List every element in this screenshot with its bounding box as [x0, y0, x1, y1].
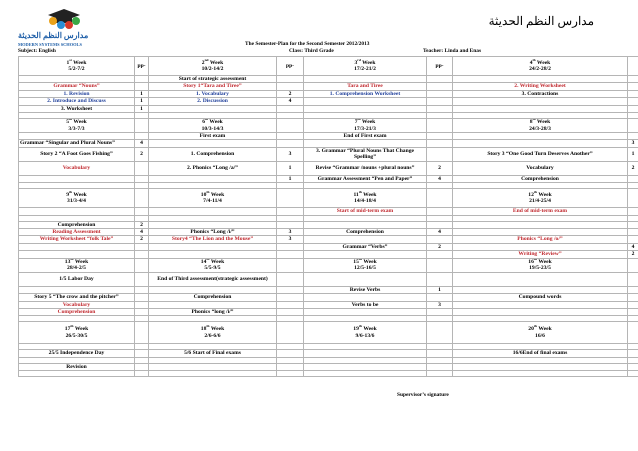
pp-cell: 3	[628, 140, 638, 147]
week-header-row	[19, 258, 638, 272]
pp-cell: 3	[427, 301, 453, 308]
pp-label: pp-	[427, 57, 453, 76]
supervisor-signature-label: Supervisor’s signature	[397, 392, 449, 398]
lesson-cell: Phonics “Long /i/”	[149, 229, 277, 236]
pp-cell: 1	[427, 286, 453, 293]
lesson-cell: Story4 “The Lion and the Mouse”	[149, 236, 277, 243]
lesson-cell: 1. Vocabulary	[149, 90, 277, 97]
week-cell: 13th Week 28/4-2/5	[19, 258, 135, 272]
event-cell: Start of strategic assessment	[149, 76, 277, 83]
week-cell: 3rd Week 17/2-21/2	[304, 57, 427, 76]
pp-cell: 1	[135, 90, 149, 97]
lesson-cell: 3. Contractions	[453, 90, 628, 97]
pp-cell: 1	[277, 175, 304, 182]
lesson-cell: Reading Assessment	[19, 229, 135, 236]
pp-cell: 2	[277, 90, 304, 97]
lesson-cell: Vocabulary	[453, 161, 628, 175]
pp-cell: 2	[135, 236, 149, 243]
event-cell: 5/6 Start of Final exams	[149, 350, 277, 357]
event-cell: End of mid-term exam	[453, 208, 628, 215]
lesson-cell: 2. Phonics “Long /a/”	[149, 161, 277, 175]
lesson-row	[19, 363, 638, 370]
week-cell: 20th Week 16/6	[453, 322, 628, 344]
week-cell: 5th Week 3/3-7/3	[19, 119, 135, 133]
pp-cell: 1	[277, 161, 304, 175]
event-cell: 25/5 Independence Day	[19, 350, 135, 357]
plan-title: The Semester-Plan for the Second Semester 2012/2013	[245, 41, 370, 47]
week-header-row	[19, 57, 638, 76]
pp-cell: 3	[277, 236, 304, 243]
pp-cell: 2	[628, 251, 638, 258]
lesson-cell: Compound words	[453, 294, 628, 301]
event-row	[19, 208, 638, 215]
lesson-cell: Story 3 “One Good Turn Deserves Another”	[453, 147, 628, 161]
week-cell: 12th Week 21/4-25/4	[453, 189, 628, 208]
school-logo	[14, 6, 124, 50]
lesson-cell: Revision	[19, 363, 135, 370]
lesson-row	[19, 221, 638, 228]
event-cell: 16/6End of final exams	[453, 350, 628, 357]
pp-cell: 3	[277, 229, 304, 236]
week-cell: 17th Week 26/5-30/5	[19, 322, 135, 344]
pp-cell	[628, 57, 638, 76]
week-cell: 16th Week 19/5-23/5	[453, 258, 628, 272]
spacer-row	[19, 371, 638, 377]
pp-cell: 2	[427, 243, 453, 250]
week-header-row	[19, 119, 638, 133]
week-cell: 15th Week 12/5-16/5	[304, 258, 427, 272]
pp-cell: 3	[277, 147, 304, 161]
lesson-cell: 1. Comprehension Worksheet	[304, 90, 427, 97]
lesson-cell: 3. Worksheet	[19, 105, 135, 112]
lesson-cell: Revise “Grammar /nouns +plural nouns”	[304, 161, 427, 175]
lesson-row	[19, 251, 638, 258]
event-row	[19, 272, 638, 286]
week-cell: 7th Week 17/3-21/3	[304, 119, 427, 133]
pp-cell: 2	[628, 161, 638, 175]
pp-cell	[628, 90, 638, 97]
lesson-cell: Writing “Review”	[453, 251, 628, 258]
lesson-cell: Comprehension	[149, 294, 277, 301]
event-cell: End of Third assessment(strategic assessment)	[149, 272, 277, 286]
week-cell: 8th Week 24/3-28/3	[453, 119, 628, 133]
lesson-row	[19, 90, 638, 97]
week-header-row	[19, 189, 638, 208]
pp-cell: 1	[135, 105, 149, 112]
lesson-cell: Story 1“Tara and Tiree”	[149, 83, 277, 90]
lesson-cell: Story 2 “A Foot Goes Fishing”	[19, 147, 135, 161]
lesson-cell: Phonics “Long /o/”	[453, 236, 628, 243]
class-label: Class: Third Grade	[289, 48, 334, 54]
lesson-cell: Vocabulary	[19, 161, 135, 175]
pp-label: pp-	[135, 57, 149, 76]
lesson-cell: Verbs to be	[304, 301, 427, 308]
lesson-cell: 2. Discussion	[149, 98, 277, 105]
pp-cell	[135, 83, 149, 90]
week-cell: 4th Week 24/2-28/2	[453, 57, 628, 76]
lesson-cell: 2. Writing Worksheet	[453, 83, 628, 90]
pp-cell: 4	[427, 229, 453, 236]
week-cell: 14th Week 5/5-9/5	[149, 258, 277, 272]
lesson-cell: Comprehension	[304, 229, 427, 236]
lesson-cell: Story 5 “The crow and the pitcher”	[19, 294, 135, 301]
lesson-row	[19, 147, 638, 161]
lesson-row	[19, 98, 638, 105]
lesson-row	[19, 301, 638, 308]
pp-cell: 1	[135, 98, 149, 105]
event-row	[19, 133, 638, 140]
lesson-row	[19, 105, 638, 112]
pp-cell: 2	[135, 221, 149, 228]
lesson-cell: Phonics “long /i/”	[149, 308, 277, 315]
school-name-arabic: مدارس النظم الحديثة	[488, 14, 594, 28]
logo-english-name: MODERN SYSTEMS SCHOOLS	[18, 42, 82, 47]
lesson-cell: Grammar Assessment “Pen and Paper”	[304, 175, 427, 182]
lesson-cell: 1. Comprehension	[149, 147, 277, 161]
lesson-cell: Comprehension	[19, 308, 135, 315]
pp-cell	[427, 83, 453, 90]
lesson-cell: Tara and Tiree	[304, 83, 427, 90]
lesson-row	[19, 243, 638, 250]
event-row	[19, 350, 638, 357]
event-row	[19, 76, 638, 83]
lesson-row	[19, 308, 638, 315]
lesson-cell: Grammar “Singular and Plural Nouns”	[19, 140, 135, 147]
semester-plan-table	[18, 56, 638, 377]
event-cell: End of First exam	[304, 133, 427, 140]
lesson-row	[19, 83, 638, 90]
week-cell: 2nd Week 10/2-14/2	[149, 57, 277, 76]
week-cell: 9th Week 31/3-4/4	[19, 189, 135, 208]
lesson-cell: Grammar “Nouns”	[19, 83, 135, 90]
event-cell: Start of mid-term exam	[304, 208, 427, 215]
lesson-row	[19, 294, 638, 301]
pp-label: pp-	[277, 57, 304, 76]
pp-cell: 2	[135, 147, 149, 161]
week-cell: 18th Week 2/6-6/6	[149, 322, 277, 344]
pp-cell: 4	[277, 98, 304, 105]
teacher-label: Teacher: Linda and Enas	[423, 48, 482, 54]
lesson-cell: Revise Verbs	[304, 286, 427, 293]
pp-cell: 4	[135, 140, 149, 147]
lesson-cell: Comprehension	[453, 175, 628, 182]
pp-cell	[277, 83, 304, 90]
week-cell: 11th Week 14/4-18/4	[304, 189, 427, 208]
pp-cell: 4	[628, 243, 638, 250]
lesson-cell: Comprehension	[19, 221, 135, 228]
pp-cell: 2	[427, 161, 453, 175]
pp-cell: 4	[427, 175, 453, 182]
week-cell: 19th Week 9/6-13/6	[304, 322, 427, 344]
lesson-cell: Writing Worksheet “folk Tale”	[19, 236, 135, 243]
lesson-row	[19, 161, 638, 175]
lesson-row	[19, 140, 638, 147]
pp-cell	[628, 83, 638, 90]
lesson-row	[19, 236, 638, 243]
pp-cell: 4	[135, 229, 149, 236]
week-header-row	[19, 322, 638, 344]
logo-arabic-name: مدارس النظم الحديثة	[18, 31, 89, 40]
lesson-row	[19, 175, 638, 182]
lesson-cell: 2. Introduce and Discuss	[19, 98, 135, 105]
subject-label: Subject: English	[18, 48, 56, 54]
week-cell: 10th Week 7/4-11/4	[149, 189, 277, 208]
lesson-cell: 1. Revision	[19, 90, 135, 97]
graduation-cap-icon	[44, 6, 84, 30]
week-cell: 6th Week 10/3-14/3	[149, 119, 277, 133]
pp-cell	[427, 90, 453, 97]
lesson-cell: Vocabulary	[19, 301, 135, 308]
pp-cell: 1	[628, 147, 638, 161]
lesson-row	[19, 229, 638, 236]
lesson-cell: Grammar “Verbs”	[304, 243, 427, 250]
week-cell: 1st Week 5/2-7/2	[19, 57, 135, 76]
event-cell: First exam	[149, 133, 277, 140]
lesson-cell: 3. Grammar “Plural Nouns That Change Spelling”	[304, 147, 427, 161]
lesson-row	[19, 286, 638, 293]
event-cell: 1/5 Labor Day	[19, 272, 135, 286]
